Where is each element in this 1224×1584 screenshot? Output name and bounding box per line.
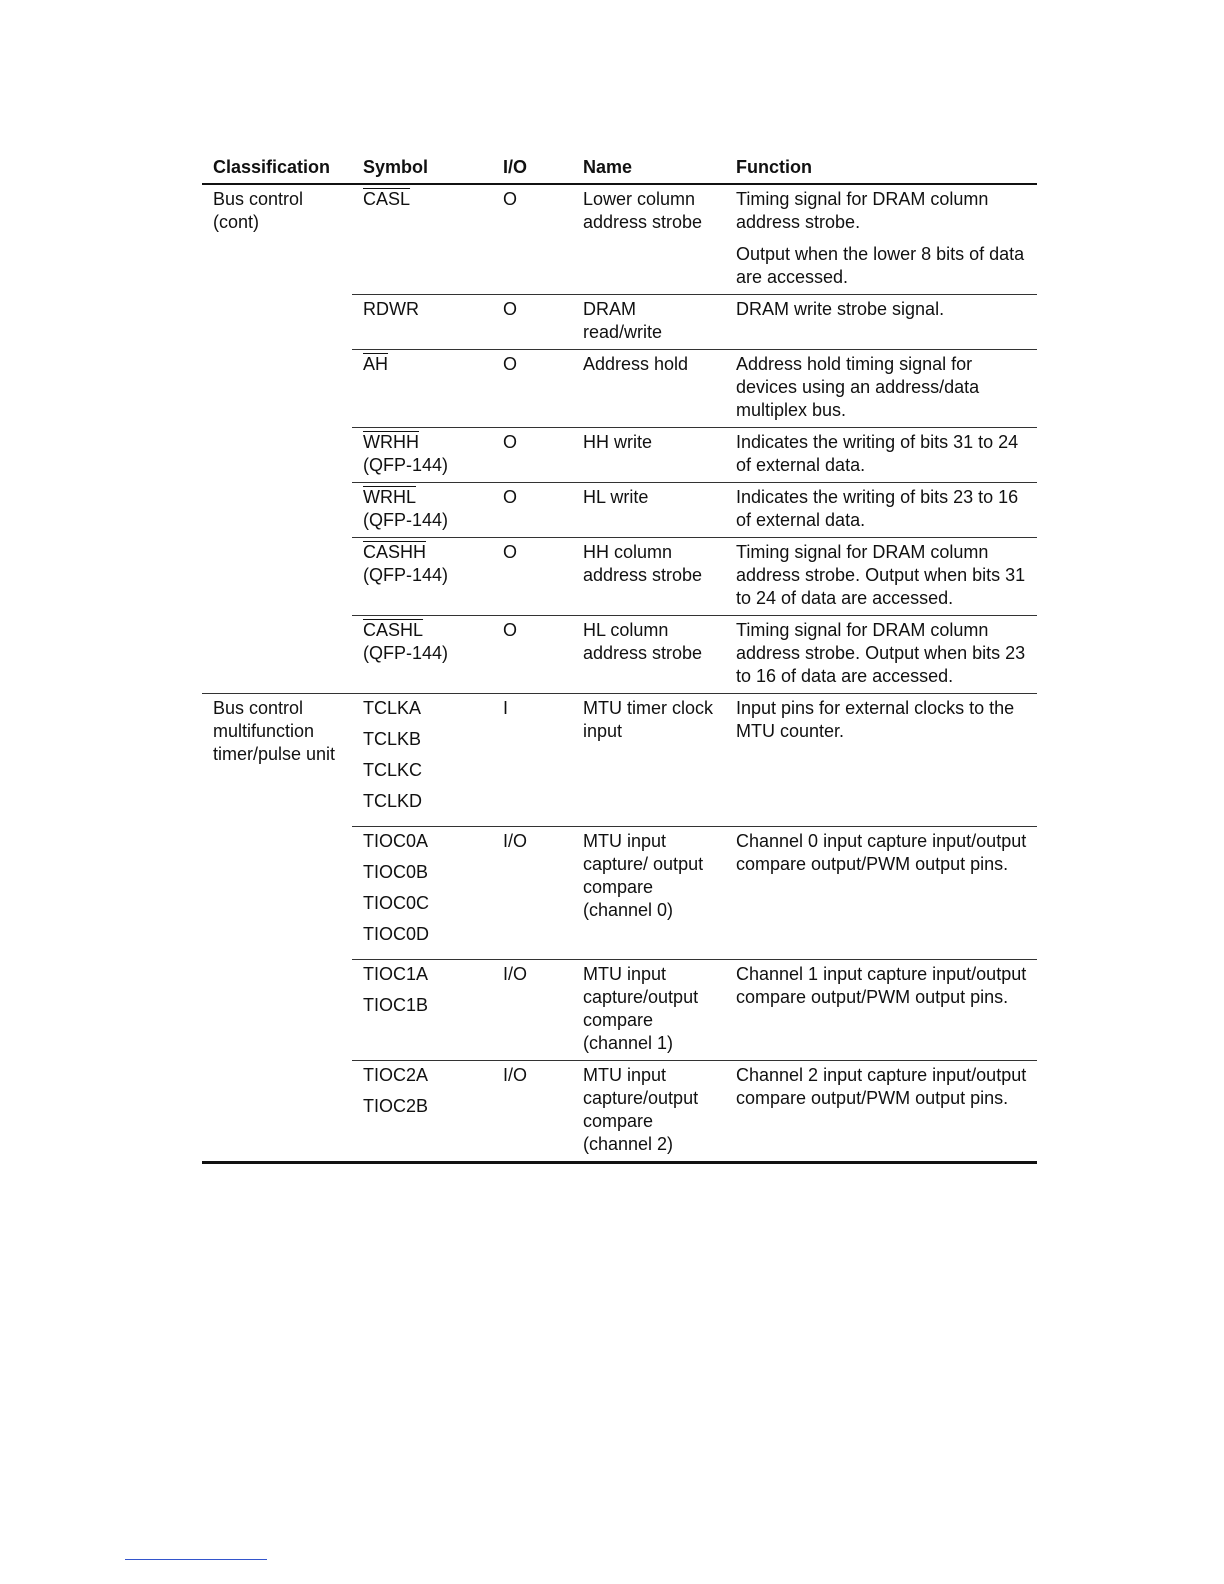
name-cell: Lower column address strobe xyxy=(583,189,703,232)
symbol-cell xyxy=(352,1061,492,1163)
symbol-note: (QFP-144) xyxy=(363,510,449,530)
symbol-text: $\overline{AH}$ xyxy=(363,354,389,374)
function-cell xyxy=(725,1061,1037,1163)
table-header-row xyxy=(202,150,1037,184)
classification-cell: Bus control (cont) xyxy=(213,189,304,232)
symbol-text: TCLKB xyxy=(363,729,422,749)
function-cell xyxy=(725,184,1037,295)
function-text: Indicates the writing of bits 31 to 24 of external data. xyxy=(736,432,1019,475)
io-cell: I/O xyxy=(492,1061,572,1163)
symbol-cell xyxy=(352,295,492,350)
name-cell: MTU input capture/output compare (channel 1) xyxy=(572,960,725,1061)
symbol-cell xyxy=(352,184,492,295)
function-text: Input pins for external clocks to the MTU counter. xyxy=(736,698,1015,741)
header-function: Function xyxy=(725,150,1037,184)
symbol-text: TIOC0D xyxy=(363,924,430,944)
symbol-text: CASHH xyxy=(363,542,427,562)
symbol-cell xyxy=(352,827,492,960)
symbol-note: (QFP-144) xyxy=(363,565,449,585)
symbol-text: CASL xyxy=(363,189,411,209)
symbol-text: WRHH xyxy=(363,432,419,452)
function-cell xyxy=(725,295,1037,350)
function-cell xyxy=(725,350,1037,428)
function-text: Indicates the writing of bits 23 to 16 of external data. xyxy=(736,487,1019,530)
table-row xyxy=(202,694,1037,827)
symbol-text: RDWR xyxy=(363,299,419,319)
symbol-text: TIOC1B xyxy=(363,995,429,1015)
name-cell: HL write xyxy=(572,483,725,538)
io-cell: O xyxy=(492,350,572,428)
io-cell: I xyxy=(492,694,572,827)
symbol-cell xyxy=(352,960,492,1061)
function-cell xyxy=(725,428,1037,483)
io-cell: O xyxy=(492,538,572,616)
function-text: Timing signal for DRAM column address strobe. Output when bits 31 to 24 of data are accessed. xyxy=(736,542,1026,608)
symbol-text: TIOC2B xyxy=(363,1096,429,1116)
header-symbol: Symbol xyxy=(352,150,492,184)
symbol-text: TIOC2A xyxy=(363,1065,429,1085)
name-cell: Address hold xyxy=(572,350,725,428)
symbol-text: TCLKA xyxy=(363,698,422,718)
io-cell: O xyxy=(492,616,572,694)
io-cell: I/O xyxy=(492,960,572,1061)
symbol-cell xyxy=(352,694,492,827)
name-cell: MTU input capture/output compare (channel 2) xyxy=(572,1061,725,1163)
symbol-text: WRHL xyxy=(363,487,416,507)
symbol-text: TIOC1A xyxy=(363,964,429,984)
function-cell xyxy=(725,538,1037,616)
header-name: Name xyxy=(572,150,725,184)
io-cell: O xyxy=(503,189,518,209)
function-text: Channel 0 input capture input/output compare output/PWM output pins. xyxy=(736,831,1027,874)
symbol-text: TCLKD xyxy=(363,791,423,811)
name-cell: HH column address strobe xyxy=(572,538,725,616)
function-text: Timing signal for DRAM column address strobe. xyxy=(736,189,989,232)
function-text: Channel 1 input capture input/output compare output/PWM output pins. xyxy=(736,964,1027,1007)
function-cell xyxy=(725,483,1037,538)
io-cell: O xyxy=(492,483,572,538)
classification-cell: Bus control multifunction timer/pulse unit xyxy=(202,694,352,1163)
function-text: DRAM write strobe signal. xyxy=(736,299,945,319)
symbol-text: TIOC0A xyxy=(363,831,429,851)
function-text: Address hold timing signal for devices using an address/data multiplex bus. xyxy=(736,354,980,420)
function-text: Output when the lower 8 bits of data are accessed. xyxy=(736,244,1025,287)
symbol-note: (QFP-144) xyxy=(363,455,449,475)
header-io: I/O xyxy=(492,150,572,184)
io-cell: O xyxy=(492,295,572,350)
io-cell: I/O xyxy=(492,827,572,960)
function-text: Timing signal for DRAM column address strobe. Output when bits 23 to 16 of data are accessed. xyxy=(736,620,1026,686)
symbol-cell xyxy=(352,428,492,483)
name-cell: MTU input capture/ output compare (channel 0) xyxy=(572,827,725,960)
symbol-cell xyxy=(352,538,492,616)
footer-rule xyxy=(125,1559,267,1560)
header-classification: Classification xyxy=(202,150,352,184)
symbol-text: TCLKC xyxy=(363,760,423,780)
function-cell xyxy=(725,960,1037,1061)
symbol-cell xyxy=(352,483,492,538)
symbol-text: CASHL xyxy=(363,620,424,640)
table-row xyxy=(202,184,1037,295)
function-cell xyxy=(725,694,1037,827)
pin-function-table xyxy=(202,150,1037,1164)
function-text: Channel 2 input capture input/output compare output/PWM output pins. xyxy=(736,1065,1027,1108)
function-cell xyxy=(725,827,1037,960)
io-cell: O xyxy=(492,428,572,483)
symbol-note: (QFP-144) xyxy=(363,643,449,663)
symbol-text: TIOC0B xyxy=(363,862,429,882)
name-cell: HL column address strobe xyxy=(572,616,725,694)
symbol-cell xyxy=(352,616,492,694)
symbol-cell xyxy=(352,350,492,428)
name-cell: HH write xyxy=(572,428,725,483)
name-cell: MTU timer clock input xyxy=(572,694,725,827)
symbol-text: TIOC0C xyxy=(363,893,430,913)
function-cell xyxy=(725,616,1037,694)
name-cell: DRAM read/write xyxy=(572,295,725,350)
